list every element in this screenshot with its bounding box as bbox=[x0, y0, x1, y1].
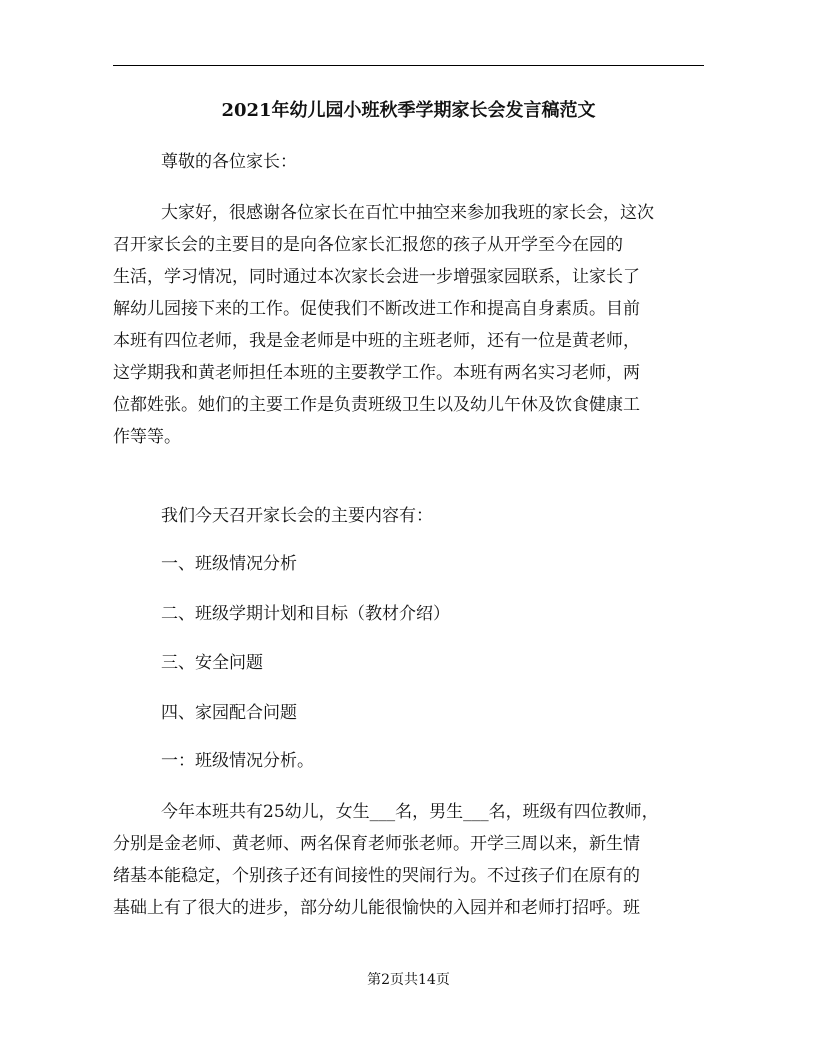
paragraph-line: 大家好，很感谢各位家长在百忙中抽空来参加我班的家长会，这次 bbox=[161, 203, 654, 223]
outline-item-4 bbox=[113, 697, 704, 729]
paragraph-line: 召开家长会的主要目的是向各位家长汇报您的孩子从开学至今在园的 bbox=[113, 235, 623, 255]
paragraph-line: 绪基本能稳定，个别孩子还有间接性的哭闹行为。不过孩子们在原有的 bbox=[113, 866, 640, 886]
paragraph-line: 作等等。 bbox=[113, 427, 181, 447]
section-heading bbox=[113, 745, 704, 777]
greeting-line: 尊敬的各位家长： bbox=[161, 152, 297, 172]
document-title: 2021年幼儿园小班秋季学期家长会发言稿范文 bbox=[221, 100, 596, 121]
paragraph-line: 生活，学习情况，同时通过本次家长会进一步增强家园联系，让家长了 bbox=[113, 267, 640, 287]
section-heading-text: 一：班级情况分析。 bbox=[161, 751, 314, 771]
page-number: 第2页共14页 bbox=[367, 972, 450, 988]
outline-item-2 bbox=[113, 598, 704, 630]
paragraph-line: 本班有四位老师，我是金老师是中班的主班老师，还有一位是黄老师， bbox=[113, 331, 640, 351]
paragraph-line: 解幼儿园接下来的工作。促使我们不断改进工作和提高自身素质。目前 bbox=[113, 299, 640, 319]
paragraph-line: 基础上有了很大的进步，部分幼儿能很愉快的入园并和老师打招呼。班 bbox=[113, 898, 640, 918]
outline-item-text: 三、安全问题 bbox=[161, 653, 263, 673]
paragraph-line: 位都姓张。她们的主要工作是负责班级卫生以及幼儿午休及饮食健康工 bbox=[113, 395, 640, 415]
class-analysis-paragraph bbox=[113, 796, 704, 924]
paragraph-line: 今年本班共有25幼儿，女生___名，男生___名，班级有四位教师， bbox=[161, 802, 659, 822]
outline-item-text: 四、家园配合问题 bbox=[161, 703, 297, 723]
intro-paragraph bbox=[113, 197, 704, 453]
paragraph-line: 这学期我和黄老师担任本班的主要教学工作。本班有两名实习老师，两 bbox=[113, 363, 640, 383]
outline-item-text: 一、班级情况分析 bbox=[161, 554, 297, 574]
outline-item-text: 二、班级学期计划和目标（教材介绍） bbox=[161, 604, 450, 624]
content-intro-line: 我们今天召开家长会的主要内容有： bbox=[161, 506, 433, 526]
header-rule bbox=[113, 65, 704, 66]
outline-item-1 bbox=[113, 548, 704, 580]
greeting-paragraph bbox=[113, 146, 704, 178]
content-intro-paragraph bbox=[113, 500, 704, 532]
paragraph-line: 分别是金老师、黄老师、两名保育老师张老师。开学三周以来，新生情 bbox=[113, 834, 640, 854]
outline-item-3 bbox=[113, 647, 704, 679]
